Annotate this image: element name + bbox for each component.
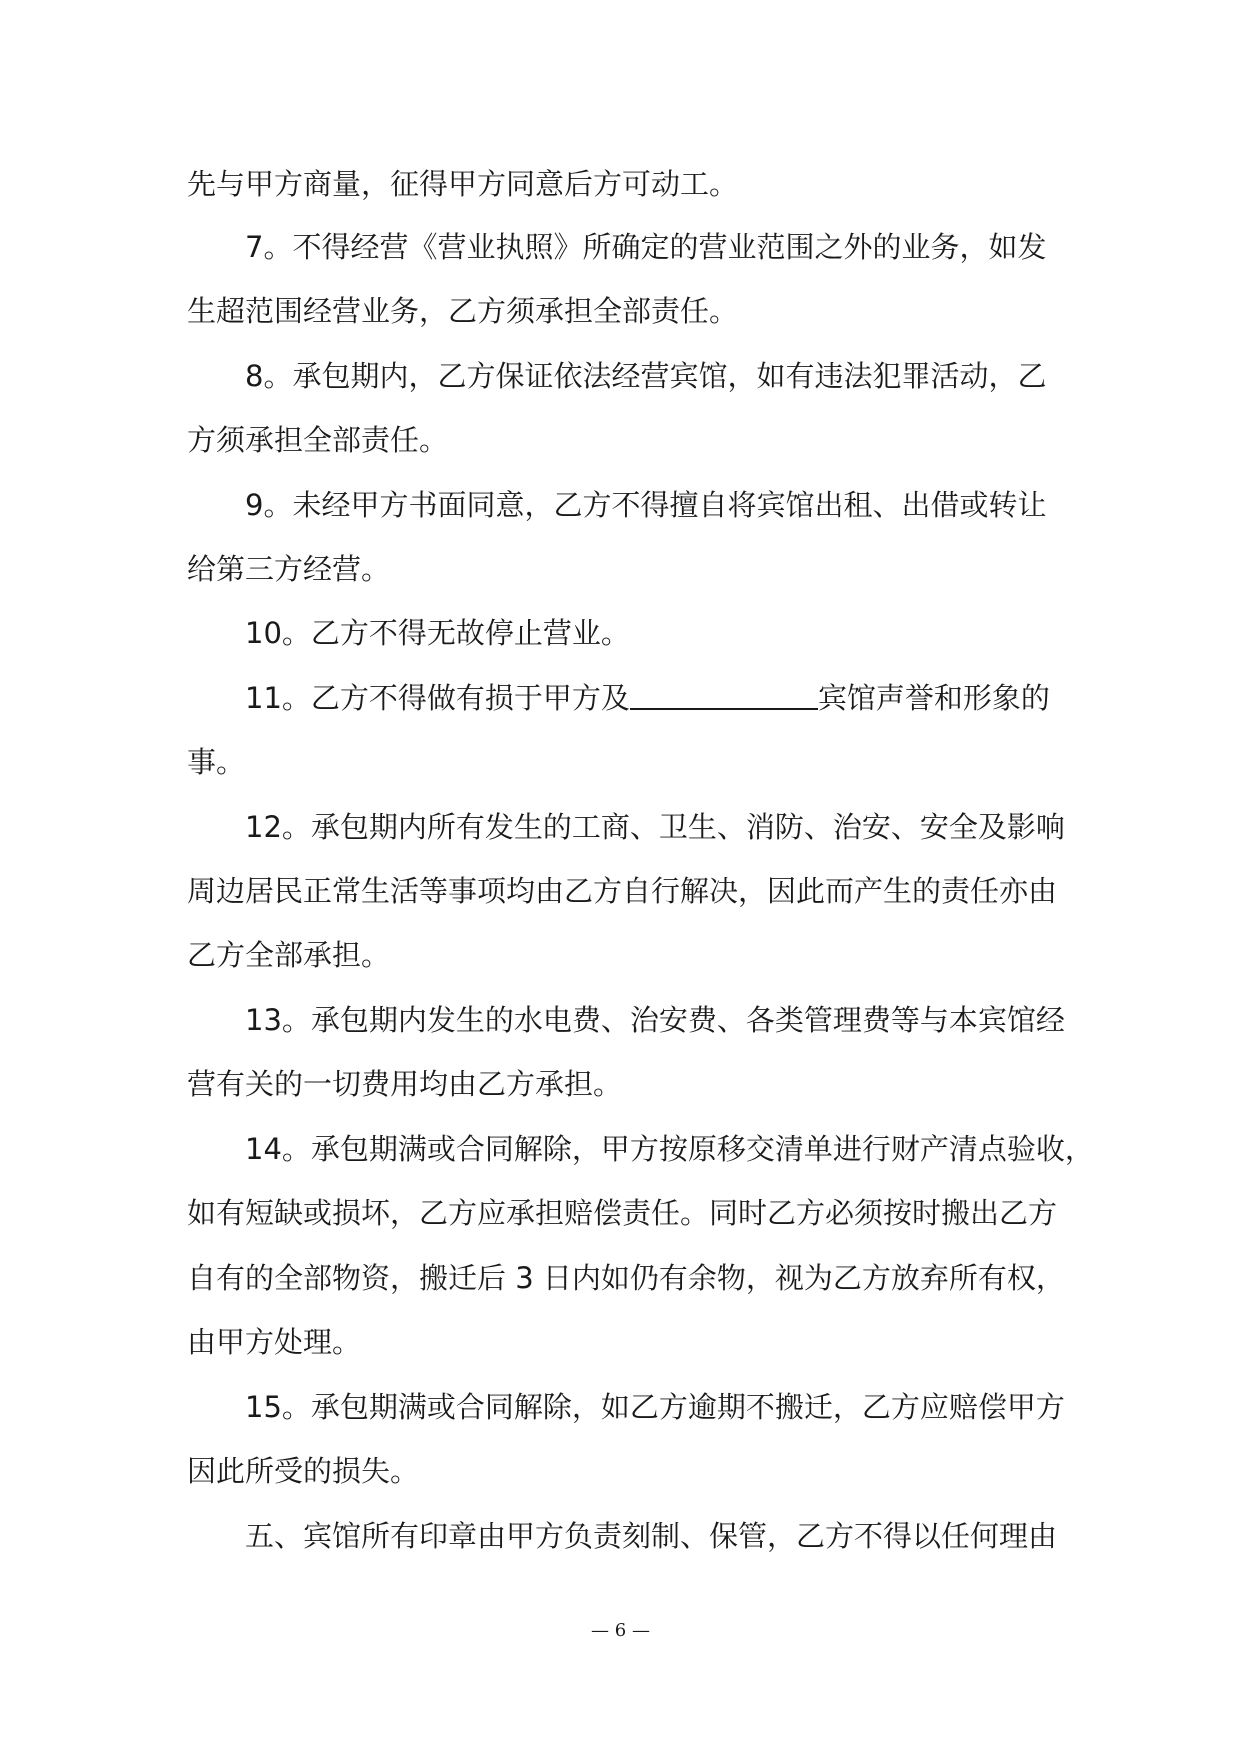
text-line: 8。承包期内，乙方保证依法经营宾馆，如有违法犯罪活动，乙 xyxy=(245,359,1047,393)
clause-11-line-2 xyxy=(0,738,1241,786)
text-line: 15。承包期满或合同解除，如乙方逾期不搬迁，乙方应赔偿甲方 xyxy=(245,1390,1065,1424)
clause-12-line-3 xyxy=(0,931,1241,979)
text-line: 营有关的一切费用均由乙方承担。 xyxy=(187,1067,623,1101)
clause-14-line-4 xyxy=(0,1318,1241,1366)
text-line: 事。 xyxy=(187,745,246,779)
text-line: 9。未经甲方书面同意，乙方不得擅自将宾馆出租、出借或转让 xyxy=(245,488,1047,522)
clause-12-line-2 xyxy=(0,867,1241,915)
clause-8-line-2 xyxy=(0,416,1241,464)
text-line: 给第三方经营。 xyxy=(187,552,391,586)
clause-13-line-2 xyxy=(0,1060,1241,1108)
text-segment: 宾馆声誉和形象的 xyxy=(817,681,1050,715)
text-line: 13。承包期内发生的水电费、治安费、各类管理费等与本宾馆经 xyxy=(245,1003,1065,1037)
clause-9-line-1 xyxy=(0,481,1241,529)
clause-12-line-1 xyxy=(0,803,1241,851)
clause-9-line-2 xyxy=(0,545,1241,593)
clause-7-line-2 xyxy=(0,287,1241,335)
text-line: 自有的全部物资，搬迁后 3 日内如仍有余物，视为乙方放弃所有权， xyxy=(187,1261,1065,1295)
text-segment: 11。乙方不得做有损于甲方及 xyxy=(245,681,630,715)
text-line: 周边居民正常生活等事项均由乙方自行解决，因此而产生的责任亦由 xyxy=(187,874,1058,908)
clause-11-line-1 xyxy=(0,674,1241,722)
text-line: 先与甲方商量，征得甲方同意后方可动工。 xyxy=(187,167,739,201)
text-line: 10。乙方不得无故停止营业。 xyxy=(245,616,630,650)
clause-14-line-2 xyxy=(0,1189,1241,1237)
clause-13-line-1 xyxy=(0,996,1241,1044)
clause-10-line-1 xyxy=(0,609,1241,657)
paragraph-6-continuation xyxy=(0,160,1241,208)
fill-in-blank xyxy=(630,678,818,710)
clause-14-line-3 xyxy=(0,1254,1241,1302)
text-line: 方须承担全部责任。 xyxy=(187,423,449,457)
clause-7-line-1 xyxy=(0,223,1241,271)
text-line: 如有短缺或损坏，乙方应承担赔偿责任。同时乙方必须按时搬出乙方 xyxy=(187,1196,1058,1230)
text-line: 12。承包期内所有发生的工商、卫生、消防、治安、安全及影响 xyxy=(245,810,1065,844)
page-number: — 6 — xyxy=(591,1620,650,1641)
clause-15-line-2 xyxy=(0,1447,1241,1495)
clause-8-line-1 xyxy=(0,352,1241,400)
clause-15-line-1 xyxy=(0,1383,1241,1431)
clause-14-line-1 xyxy=(0,1125,1241,1173)
text-line: 7。不得经营《营业执照》所确定的营业范围之外的业务，如发 xyxy=(245,230,1047,264)
text-line: 14。承包期满或合同解除，甲方按原移交清单进行财产清点验收， xyxy=(245,1132,1094,1166)
text-line: 由甲方处理。 xyxy=(187,1325,362,1359)
section-5-line-1 xyxy=(0,1512,1241,1560)
text-line: 五、宾馆所有印章由甲方负责刻制、保管，乙方不得以任何理由 xyxy=(245,1519,1058,1553)
text-line: 因此所受的损失。 xyxy=(187,1454,420,1488)
text-line: 生超范围经营业务，乙方须承担全部责任。 xyxy=(187,294,739,328)
text-line: 乙方全部承担。 xyxy=(187,938,391,972)
text-line xyxy=(245,674,1050,722)
